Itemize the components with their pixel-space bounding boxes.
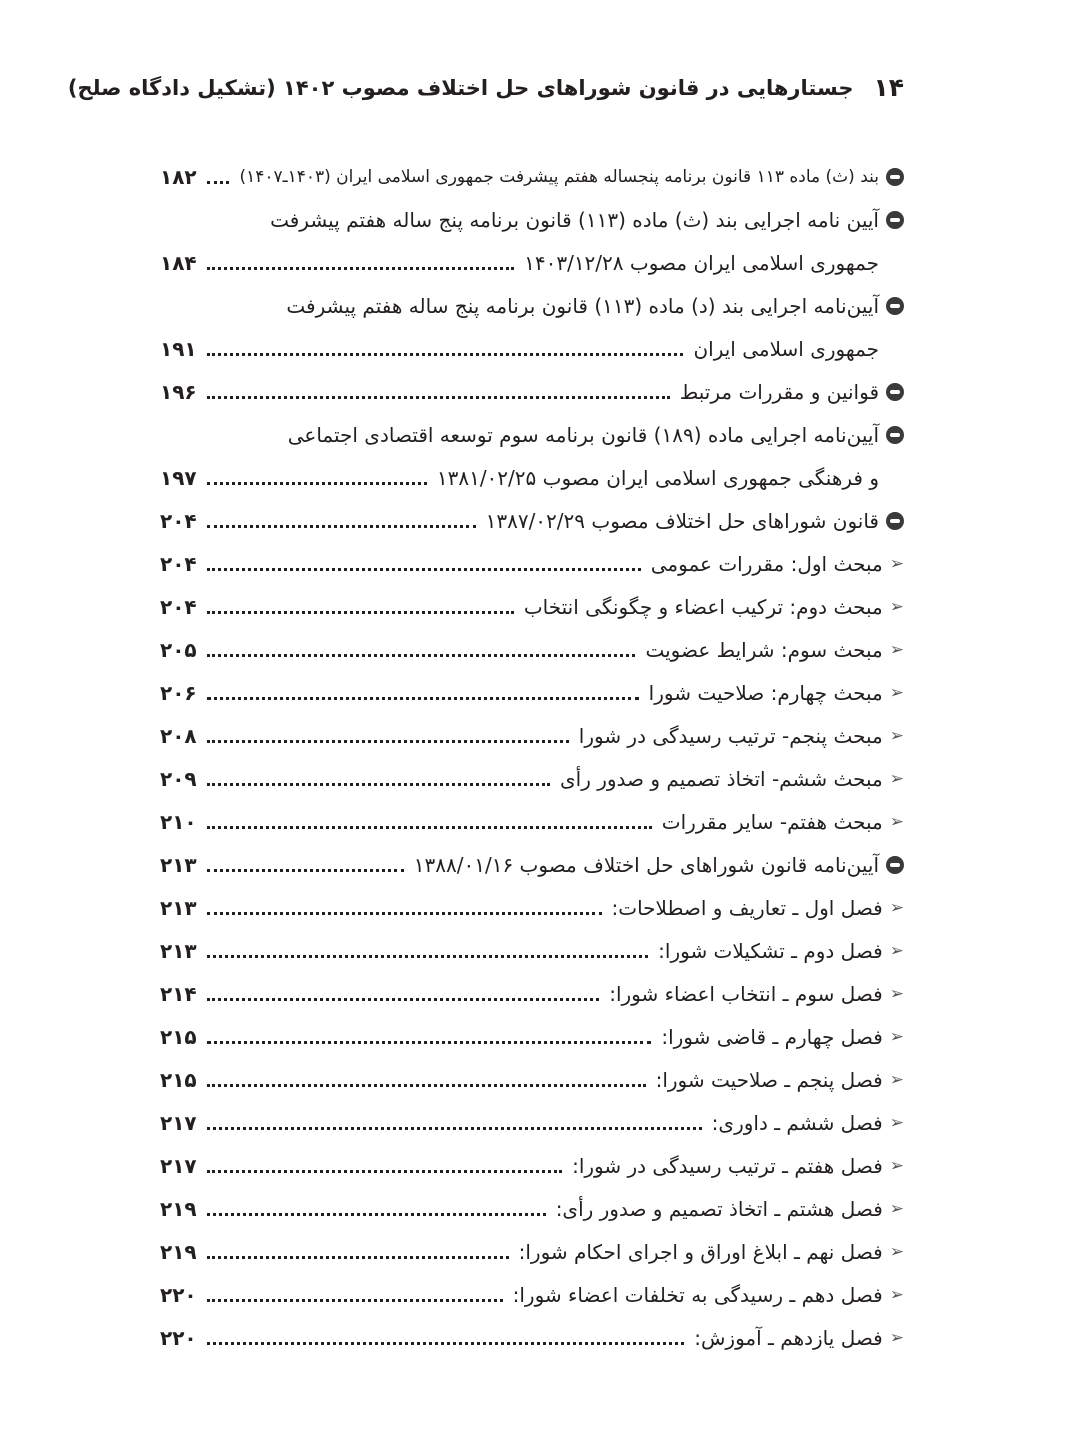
toc-entry-title: و فرهنگی جمهوری اسلامی ایران مصوب ۱۳۸۱/۰۲/۲۵	[436, 465, 879, 490]
toc-page-number: ۲۱۵	[160, 1024, 197, 1049]
toc-entry-title: جمهوری اسلامی ایران مصوب ۱۴۰۳/۱۲/۲۸	[524, 250, 879, 275]
dot-leader	[207, 685, 639, 700]
toc-entry-title: فصل پنجم ـ صلاحیت شورا:	[655, 1067, 883, 1092]
toc-row	[160, 241, 904, 284]
toc-page-number: ۲۰۸	[160, 723, 197, 748]
toc-row-content	[160, 585, 904, 628]
toc-page-number: ۲۰۴	[160, 594, 197, 619]
dot-leader	[207, 728, 569, 743]
dot-leader	[207, 1201, 546, 1216]
toc-entry-title: آیین‌نامه قانون شوراهای حل اختلاف مصوب ۱۳۸۸/۰۱/۱۶	[413, 852, 879, 877]
arrowhead-bullet-icon: ➢	[889, 1198, 904, 1219]
toc-page-number: ۲۱۰	[160, 809, 197, 834]
toc-row	[160, 155, 904, 198]
toc-row-content	[160, 499, 904, 542]
toc-row-content	[288, 413, 904, 456]
circle-bullet-icon	[886, 426, 904, 444]
circle-bullet-icon	[886, 383, 904, 401]
toc-row	[160, 671, 904, 714]
toc-page-number: ۱۹۶	[160, 379, 197, 404]
toc-row	[160, 1230, 904, 1273]
dot-leader	[207, 1029, 651, 1044]
toc-entry-title: فصل دوم ـ تشکیلات شورا:	[658, 938, 883, 963]
dot-leader	[207, 556, 641, 571]
toc-page-number: ۱۸۲	[160, 164, 197, 189]
toc-page-number: ۲۰۹	[160, 766, 197, 791]
circle-bullet-icon	[886, 297, 904, 315]
toc-entry-title: آیین‌نامه اجرایی ماده (۱۸۹) قانون برنامه سوم توسعه اقتصادی اجتماعی	[287, 422, 879, 447]
dot-leader	[207, 1244, 509, 1259]
toc-entry-title: فصل هشتم ـ اتخاذ تصمیم و صدور رأی:	[555, 1196, 883, 1221]
toc-row	[160, 1187, 904, 1230]
dot-leader	[207, 1330, 684, 1345]
table-of-contents	[160, 155, 904, 1359]
toc-entry-title: فصل دهم ـ رسیدگی به تخلفات اعضاء شورا:	[512, 1282, 883, 1307]
toc-entry-title: فصل ششم ـ داوری:	[711, 1110, 883, 1135]
dot-leader	[207, 986, 599, 1001]
toc-row-content	[160, 757, 904, 800]
toc-row	[160, 585, 904, 628]
toc-row	[160, 886, 904, 929]
arrowhead-bullet-icon: ➢	[889, 983, 904, 1004]
toc-entry-title: بند (ث) ماده ۱۱۳ قانون برنامه پنجساله هفتم پیشرفت جمهوری اسلامی ایران (۱۴۰۳ـ۱۴۰۷)	[239, 166, 879, 187]
toc-entry-title: مبحث دوم: ترکیب اعضاء و چگونگی انتخاب	[523, 594, 883, 619]
toc-entry-title: مبحث هفتم- سایر مقررات	[661, 809, 883, 834]
toc-row-content	[160, 929, 904, 972]
toc-row-content	[160, 327, 879, 370]
running-head-title: جستارهایی در قانون شوراهای حل اختلاف مصوب ۱۴۰۲ (تشکیل دادگاه صلح)	[67, 76, 854, 100]
toc-row-content	[286, 284, 904, 327]
arrowhead-bullet-icon: ➢	[889, 682, 904, 703]
dot-leader	[207, 857, 404, 872]
circle-bullet-icon	[886, 512, 904, 530]
arrowhead-bullet-icon: ➢	[889, 1155, 904, 1176]
toc-page-number: ۲۱۳	[160, 852, 197, 877]
toc-row	[160, 413, 904, 456]
dot-leader	[207, 470, 427, 485]
arrowhead-bullet-icon: ➢	[889, 1069, 904, 1090]
dot-leader	[207, 943, 648, 958]
toc-row	[160, 542, 904, 585]
toc-page-number: ۱۸۴	[160, 250, 197, 275]
dot-leader	[207, 900, 602, 915]
toc-row-content	[160, 1187, 904, 1230]
toc-row-content	[160, 1101, 904, 1144]
toc-page-number: ۲۱۷	[160, 1110, 197, 1135]
toc-row-content	[160, 456, 879, 499]
dot-leader	[207, 1072, 646, 1087]
dot-leader	[207, 255, 514, 270]
toc-row-content	[160, 1230, 904, 1273]
toc-entry-title: فصل سوم ـ انتخاب اعضاء شورا:	[609, 981, 883, 1006]
toc-page-number: ۲۰۶	[160, 680, 197, 705]
toc-page-number: ۲۱۴	[160, 981, 197, 1006]
running-head	[67, 68, 904, 108]
toc-entry-title: فصل اول ـ تعاریف و اصطلاحات:	[611, 895, 883, 920]
toc-row-content	[160, 1316, 904, 1359]
toc-row-content	[160, 241, 879, 284]
toc-page-number: ۲۱۹	[160, 1239, 197, 1264]
dot-leader	[207, 771, 550, 786]
toc-row	[160, 1144, 904, 1187]
toc-row	[160, 499, 904, 542]
toc-page-number: ۲۲۰	[160, 1325, 197, 1350]
toc-page-number: ۲۰۴	[160, 551, 197, 576]
toc-row	[160, 800, 904, 843]
toc-entry-title: جمهوری اسلامی ایران	[693, 336, 879, 361]
toc-entry-title: قانون شوراهای حل اختلاف مصوب ۱۳۸۷/۰۲/۲۹	[485, 508, 879, 533]
toc-entry-title: فصل یازدهم ـ آموزش:	[694, 1325, 883, 1350]
toc-row	[160, 1273, 904, 1316]
toc-page-number: ۲۲۰	[160, 1282, 197, 1307]
arrowhead-bullet-icon: ➢	[889, 1026, 904, 1047]
toc-row-content	[160, 1144, 904, 1187]
arrowhead-bullet-icon: ➢	[889, 940, 904, 961]
circle-bullet-icon	[886, 856, 904, 874]
toc-row-content	[160, 714, 904, 757]
toc-row-content	[160, 1273, 904, 1316]
toc-row	[160, 284, 904, 327]
toc-row-content	[160, 886, 904, 929]
arrowhead-bullet-icon: ➢	[889, 553, 904, 574]
toc-row	[160, 1058, 904, 1101]
toc-entry-title: فصل هفتم ـ ترتیب رسیدگی در شورا:	[572, 1153, 883, 1178]
arrowhead-bullet-icon: ➢	[889, 639, 904, 660]
arrowhead-bullet-icon: ➢	[889, 1284, 904, 1305]
arrowhead-bullet-icon: ➢	[889, 725, 904, 746]
arrowhead-bullet-icon: ➢	[889, 1112, 904, 1133]
arrowhead-bullet-icon: ➢	[889, 1327, 904, 1348]
toc-row	[160, 757, 904, 800]
toc-row	[160, 327, 904, 370]
arrowhead-bullet-icon: ➢	[889, 1241, 904, 1262]
toc-row-content	[160, 800, 904, 843]
dot-leader	[207, 1287, 503, 1302]
toc-page-number: ۲۰۴	[160, 508, 197, 533]
dot-leader	[207, 513, 476, 528]
toc-entry-title: آیین نامه اجرایی بند (ث) ماده (۱۱۳) قانون برنامه پنج ساله هفتم پیشرفت	[270, 207, 879, 232]
arrowhead-bullet-icon: ➢	[889, 811, 904, 832]
toc-page-number: ۲۱۳	[160, 938, 197, 963]
toc-row	[160, 628, 904, 671]
toc-row-content	[160, 1015, 904, 1058]
toc-row-content	[160, 370, 904, 413]
dot-leader	[207, 1115, 702, 1130]
toc-row	[160, 843, 904, 886]
toc-entry-title: مبحث سوم: شرایط عضویت	[645, 637, 883, 662]
dot-leader	[207, 341, 683, 356]
circle-bullet-icon	[886, 211, 904, 229]
toc-page-number: ۲۰۵	[160, 637, 197, 662]
toc-row-content	[160, 155, 904, 198]
toc-row	[160, 370, 904, 413]
toc-entry-title: فصل چهارم ـ قاضی شورا:	[661, 1024, 883, 1049]
toc-page-number: ۲۱۵	[160, 1067, 197, 1092]
toc-entry-title: آیین‌نامه اجرایی بند (د) ماده (۱۱۳) قانون برنامه پنج ساله هفتم پیشرفت	[286, 293, 879, 318]
toc-row-content	[270, 198, 904, 241]
dot-leader	[207, 814, 652, 829]
arrowhead-bullet-icon: ➢	[889, 768, 904, 789]
arrowhead-bullet-icon: ➢	[889, 897, 904, 918]
circle-bullet-icon	[886, 168, 904, 186]
toc-row-content	[160, 972, 904, 1015]
page-number: ۱۴	[873, 73, 904, 102]
dot-leader	[207, 169, 229, 184]
dot-leader	[207, 384, 670, 399]
toc-page-number: ۱۹۷	[160, 465, 197, 490]
toc-page-number: ۲۱۳	[160, 895, 197, 920]
dot-leader	[207, 1158, 562, 1173]
toc-row-content	[160, 542, 904, 585]
toc-row	[160, 714, 904, 757]
toc-entry-title: مبحث پنجم- ترتیب رسیدگی در شورا	[578, 723, 883, 748]
toc-entry-title: قوانین و مقررات مرتبط	[679, 379, 879, 404]
toc-row	[160, 929, 904, 972]
toc-row	[160, 1015, 904, 1058]
toc-entry-title: مبحث چهارم: صلاحیت شورا	[648, 680, 883, 705]
toc-row-content	[160, 628, 904, 671]
toc-entry-title: فصل نهم ـ ابلاغ اوراق و اجرای احکام شورا:	[518, 1239, 883, 1264]
toc-page-number: ۱۹۱	[160, 336, 197, 361]
toc-row-content	[160, 843, 904, 886]
toc-row	[160, 456, 904, 499]
toc-row-content	[160, 671, 904, 714]
toc-row-content	[160, 1058, 904, 1101]
dot-leader	[207, 642, 635, 657]
toc-entry-title: مبحث اول: مقررات عمومی	[650, 551, 883, 576]
toc-row	[160, 198, 904, 241]
arrowhead-bullet-icon: ➢	[889, 596, 904, 617]
toc-row	[160, 972, 904, 1015]
toc-row	[160, 1316, 904, 1359]
toc-page-number: ۲۱۹	[160, 1196, 197, 1221]
dot-leader	[207, 599, 514, 614]
toc-row	[160, 1101, 904, 1144]
toc-entry-title: مبحث ششم- اتخاذ تصمیم و صدور رأی	[560, 766, 883, 791]
toc-page-number: ۲۱۷	[160, 1153, 197, 1178]
